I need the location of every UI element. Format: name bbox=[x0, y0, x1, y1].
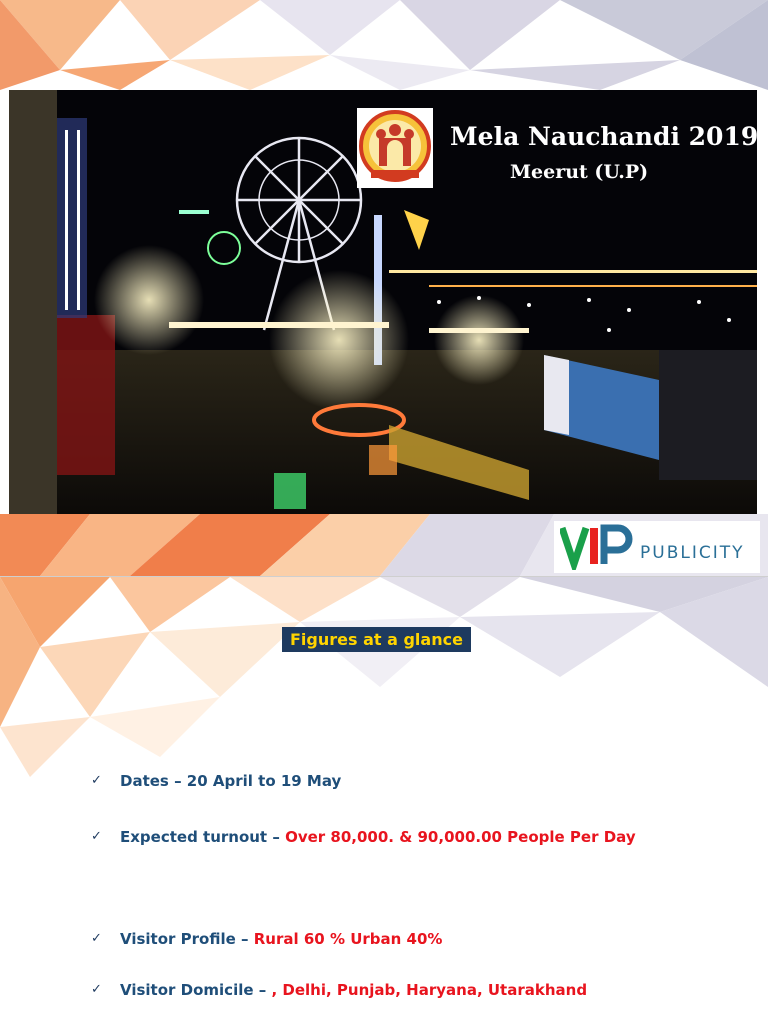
city-gate-emblem-icon bbox=[357, 108, 433, 188]
bullet-visitor-profile bbox=[91, 929, 442, 949]
bullet-value: Over 80,000. & 90,000.00 People Per Day bbox=[285, 828, 636, 846]
vip-publicity-logo bbox=[554, 521, 760, 573]
section-heading: Figures at a glance bbox=[282, 627, 471, 652]
event-location: Meerut (U.P) bbox=[510, 161, 649, 183]
bullet-label: Visitor Domicile – bbox=[120, 981, 272, 999]
checkmark-icon: ✓ bbox=[91, 829, 102, 844]
vip-logo-icon bbox=[560, 524, 642, 570]
bullet-dates bbox=[91, 771, 341, 791]
bullet-label-value: 20 April to 19 May bbox=[186, 772, 342, 790]
bullet-value: Rural 60 % Urban 40% bbox=[253, 930, 443, 948]
bullet-value: , Delhi, Punjab, Haryana, Utarakhand bbox=[271, 981, 588, 999]
city-gate-emblem bbox=[357, 108, 433, 188]
bullet-label: Visitor Profile – bbox=[120, 930, 254, 948]
bullet-label: Dates – bbox=[120, 772, 187, 790]
bullet-visitor-domicile bbox=[91, 980, 587, 1000]
checkmark-icon: ✓ bbox=[91, 773, 102, 788]
slide-figures bbox=[0, 577, 768, 1024]
brand-name: PUBLICITY bbox=[640, 543, 745, 563]
event-title: Mela Nauchandi 2019 bbox=[450, 122, 759, 151]
bullet-label: Expected turnout – bbox=[120, 828, 286, 846]
bullet-turnout bbox=[91, 827, 636, 847]
checkmark-icon: ✓ bbox=[91, 982, 102, 997]
checkmark-icon: ✓ bbox=[91, 931, 102, 946]
